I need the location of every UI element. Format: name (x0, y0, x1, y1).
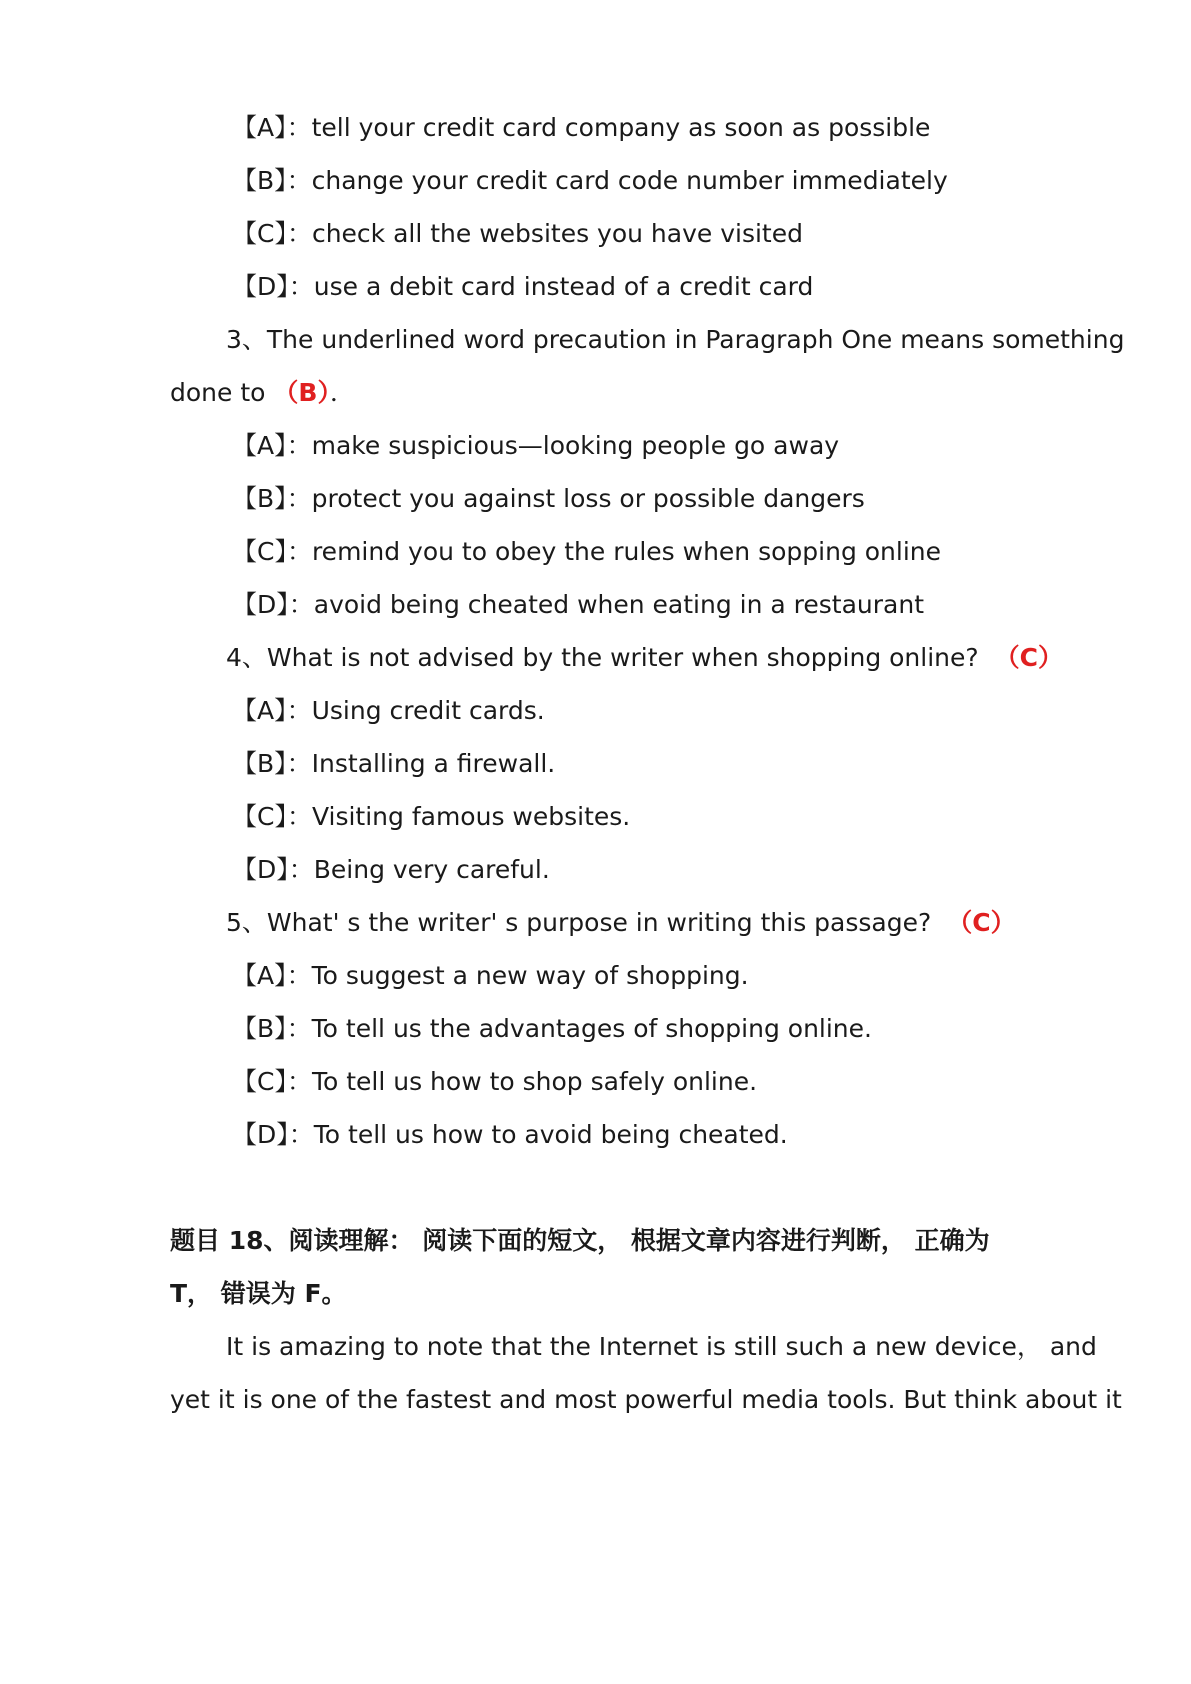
q5-stem (0, 906, 1191, 940)
q4-stem (0, 641, 1191, 675)
q2-option-d: 【D】：use a debit card instead of a credit card (232, 272, 814, 301)
q5-stem-text: 5、What' s the writer' s purpose in writing this passage? (226, 908, 932, 937)
q3-option-d: 【D】：avoid being cheated when eating in a restaurant (232, 590, 924, 619)
section-18-heading-line1: 题目 18、阅读理解： 阅读下面的短文， 根据文章内容进行判断， 正确为 (170, 1226, 990, 1255)
passage-line1: It is amazing to note that the Internet is still such a new device， and (226, 1332, 1097, 1361)
q2-option-b: 【B】：change your credit card code number immediately (232, 166, 948, 195)
q3-stem-suffix: ． (329, 378, 355, 407)
q4-option-a: 【A】：Using credit cards. (232, 696, 545, 725)
q3-option-c: 【C】：remind you to obey the rules when sopping online (232, 537, 942, 566)
passage-line2: yet it is one of the fastest and most powerful media tools. But think about it (170, 1385, 1122, 1414)
q5-option-c: 【C】：To tell us how to shop safely online. (232, 1067, 758, 1096)
q4-answer: （C） (994, 643, 1064, 672)
q3-stem-line1: 3、The underlined word precaution in Paragraph One means something (226, 325, 1125, 354)
q4-option-d: 【D】：Being very careful. (232, 855, 550, 884)
q3-answer: （B） (273, 378, 330, 407)
q2-option-c: 【C】：check all the websites you have visited (232, 219, 803, 248)
q4-stem-text: 4、What is not advised by the writer when shopping online? (226, 643, 979, 672)
q5-answer: （C） (947, 908, 1016, 937)
q4-option-c: 【C】：Visiting famous websites. (232, 802, 631, 831)
q5-option-d: 【D】：To tell us how to avoid being cheated. (232, 1120, 788, 1149)
q3-stem-prefix: done to (170, 378, 274, 407)
q4-option-b: 【B】：Installing a firewall. (232, 749, 556, 778)
q3-option-b: 【B】：protect you against loss or possible dangers (232, 484, 865, 513)
q3-stem-line2 (0, 376, 1191, 410)
q5-option-a: 【A】：To suggest a new way of shopping. (232, 961, 749, 990)
q3-option-a: 【A】：make suspicious—looking people go away (232, 431, 840, 460)
q2-option-a: 【A】：tell your credit card company as soon as possible (232, 113, 931, 142)
q5-option-b: 【B】：To tell us the advantages of shopping online. (232, 1014, 872, 1043)
section-18-heading-line2: T， 错误为 F。 (170, 1279, 347, 1308)
